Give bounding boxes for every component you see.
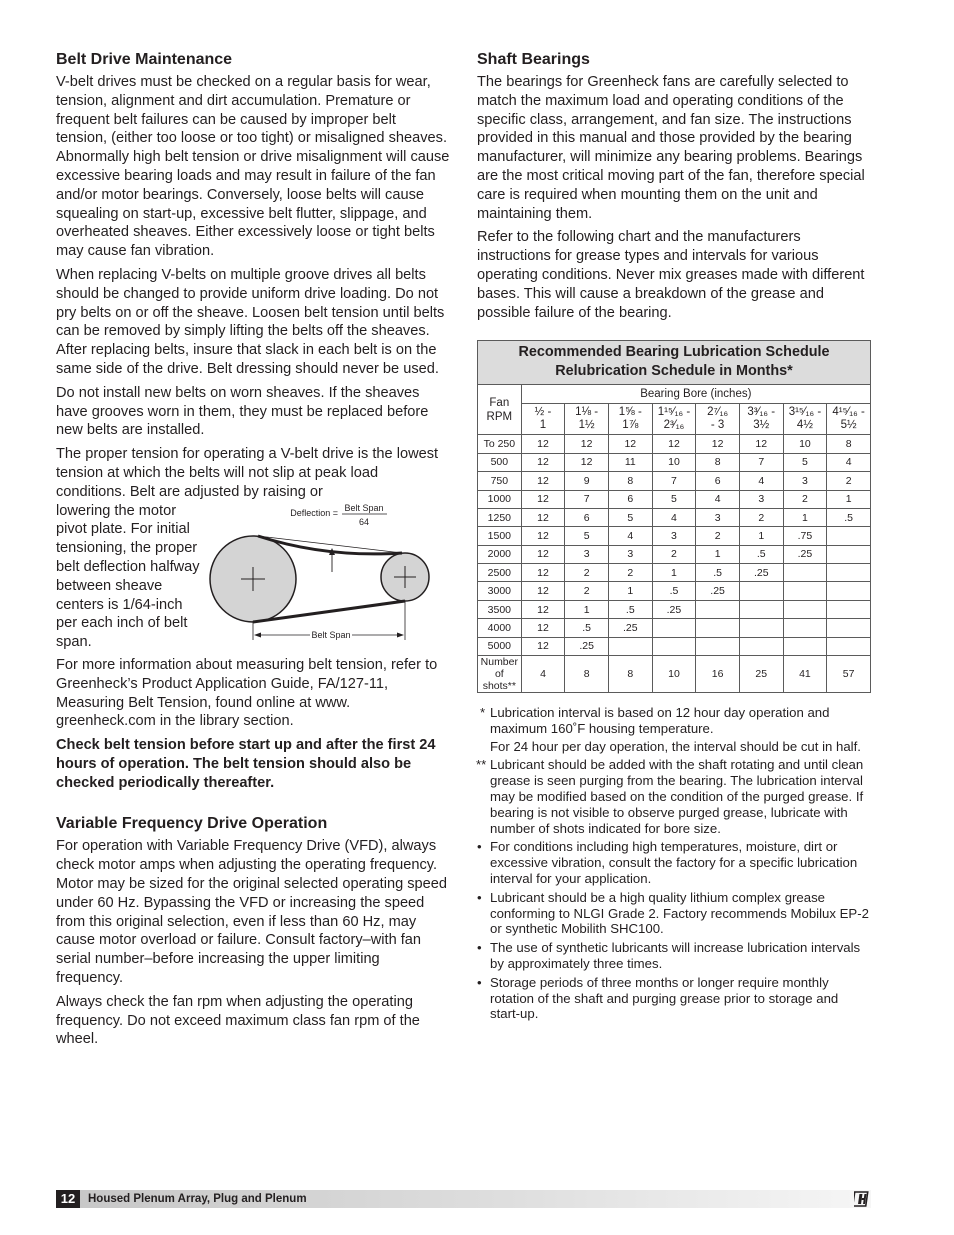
bearings-paragraph-1: The bearings for Greenheck fans are carefully selected to match the maximum load and operating conditions of the specific class, arrangement, and fan size. The instructions provided in this manual and those provided by the bearing manufacturer, will minimize any bearing problems. Bearings are the most critical moving part of the fan, therefore special care is required when mounting them on the unit and maintaining them.	[477, 74, 865, 222]
interval-cell: 12	[521, 600, 565, 618]
interval-cell: 2	[827, 472, 871, 490]
interval-cell: 12	[521, 508, 565, 526]
interval-cell: 1	[827, 490, 871, 508]
note-bullet-4-text: Storage periods of three months or longer require monthly rotation of the shaft and purging grease prior to storage and start-up.	[490, 974, 839, 1022]
interval-cell	[652, 637, 696, 655]
lubrication-table-container	[477, 340, 871, 693]
rpm-cell: 2000	[478, 545, 522, 563]
lubrication-table-body	[478, 435, 871, 693]
bore-size-from: 4¹⁵⁄₁₆ -	[832, 406, 865, 419]
shots-label	[478, 656, 522, 693]
bore-size-to: 4½	[796, 419, 813, 432]
interval-cell: .25	[739, 564, 783, 582]
bore-size-header	[565, 404, 609, 435]
rpm-cell: 750	[478, 472, 522, 490]
table-row	[478, 600, 871, 618]
table-row	[478, 435, 871, 453]
interval-cell: 1	[608, 582, 652, 600]
table-row	[478, 508, 871, 526]
table-row	[478, 619, 871, 637]
shots-cell: 41	[783, 656, 827, 693]
shots-cell: 25	[739, 656, 783, 693]
interval-cell	[652, 619, 696, 637]
interval-cell: 12	[521, 637, 565, 655]
interval-cell	[696, 619, 740, 637]
table-row	[478, 490, 871, 508]
fan-rpm-header-line-2: RPM	[486, 410, 513, 423]
bore-size-to: - 3	[710, 419, 725, 432]
interval-cell: 1	[783, 508, 827, 526]
interval-cell: 12	[521, 490, 565, 508]
bore-size-from: 2⁷⁄₁₆	[707, 406, 729, 419]
belt-tension-block	[56, 502, 450, 652]
interval-cell: .25	[608, 619, 652, 637]
note-bullet-3	[477, 940, 871, 972]
interval-cell: 9	[565, 472, 609, 490]
interval-cell	[827, 564, 871, 582]
interval-cell	[739, 600, 783, 618]
bearings-paragraph-2: Refer to the following chart and the manufacturers instructions for grease types and intervals for various operating conditions. Never mix greases made with different bases. This will cause a breakdown of the grease and possible failure of the bearing.	[477, 229, 865, 321]
interval-cell: 12	[521, 472, 565, 490]
interval-cell: .5	[608, 600, 652, 618]
shots-label-line-1: Number	[480, 656, 518, 669]
deflection-fraction-bottom: 64	[358, 516, 370, 527]
interval-cell: 12	[521, 545, 565, 563]
bore-size-from: 1⅝ -	[618, 406, 642, 419]
bore-size-header	[608, 404, 652, 435]
bearing-bore-header: Bearing Bore (inches)	[521, 385, 870, 404]
interval-cell: 3	[696, 508, 740, 526]
interval-cell: .5	[696, 564, 740, 582]
bullet-icon: •	[477, 974, 482, 990]
fan-rpm-header	[478, 385, 522, 435]
interval-cell: 12	[652, 435, 696, 453]
shots-row	[478, 656, 871, 693]
shots-cell: 4	[521, 656, 565, 693]
interval-cell: 7	[652, 472, 696, 490]
vfd-heading: Variable Frequency Drive Operation	[56, 815, 328, 833]
interval-cell	[827, 600, 871, 618]
interval-cell: 1	[696, 545, 740, 563]
bore-size-header	[783, 404, 827, 435]
rpm-cell: 2500	[478, 564, 522, 582]
interval-cell: .5	[827, 508, 871, 526]
interval-cell	[827, 619, 871, 637]
interval-cell: 4	[739, 472, 783, 490]
belt-paragraph-4: The proper tension for operating a V-belt drive is the lowest tension at which the belts will not slip at peak load conditions. Belt are adjusted by raising or	[56, 446, 439, 500]
interval-cell: 12	[521, 453, 565, 471]
interval-cell: 2	[565, 564, 609, 582]
table-row	[478, 564, 871, 582]
belt-warning-paragraph: Check belt tension before start up and after the first 24 hours of operation. The belt tension should also be checked periodically thereafter.	[56, 737, 436, 791]
note-double-asterisk-text: Lubricant should be added with the shaft rotating and until clean grease is seen purging from the bearing. The lubrication interval may be modified based on the condition of the purged grease. If bearing is not visible to observe purged grease, lubricate with number of shots indicated for bore size.	[490, 757, 864, 836]
interval-cell: 2	[739, 508, 783, 526]
rpm-cell: 3000	[478, 582, 522, 600]
shaft-bearings-heading: Shaft Bearings	[477, 51, 590, 68]
note-bullet-2	[477, 890, 871, 937]
interval-cell: 1	[565, 600, 609, 618]
interval-cell: 12	[521, 435, 565, 453]
rpm-cell: 500	[478, 453, 522, 471]
interval-cell	[827, 527, 871, 545]
note-asterisk-mark: *	[480, 705, 486, 721]
shots-cell: 8	[608, 656, 652, 693]
bullet-icon: •	[477, 940, 482, 956]
table-row	[478, 453, 871, 471]
interval-cell: 12	[739, 435, 783, 453]
interval-cell: 5	[608, 508, 652, 526]
interval-cell: 1	[652, 564, 696, 582]
interval-cell: 5	[652, 490, 696, 508]
bore-size-to: 3½	[753, 419, 770, 432]
bore-size-from: 3¹⁵⁄₁₆ -	[788, 406, 822, 419]
shots-label-line-2: of shots**	[482, 668, 516, 693]
note-bullet-3-text: The use of synthetic lubricants will increase lubrication intervals by approximately three times.	[490, 940, 861, 971]
bore-size-from: 1⅛ -	[575, 406, 599, 419]
deflection-fraction-top: Belt Span	[344, 502, 384, 513]
belt-paragraph-3: Do not install new belts on worn sheaves. If the sheaves have grooves worn in them, they must be replaced before new belts are installed.	[56, 384, 429, 439]
interval-cell: .25	[652, 600, 696, 618]
bore-size-to: 1	[539, 419, 547, 432]
bore-size-header	[521, 404, 565, 435]
note-double-asterisk	[477, 757, 871, 836]
interval-cell	[783, 619, 827, 637]
table-row	[478, 527, 871, 545]
interval-cell	[696, 637, 740, 655]
rpm-cell: 1000	[478, 490, 522, 508]
bore-size-header	[739, 404, 783, 435]
interval-cell: .5	[739, 545, 783, 563]
interval-cell	[739, 582, 783, 600]
bore-size-header	[696, 404, 740, 435]
table-row	[478, 545, 871, 563]
note-bullet-2-text: Lubricant should be a high quality lithium complex grease conforming to NLGI Grade 2. Factory recommends Mobilux EP-2 or synthetic Mobilith SHC100.	[490, 889, 869, 937]
belt-paragraph-4-wrap: lowering the motor pivot plate. For initial tensioning, the proper belt deflection halfway between sheave centers is 1/64-inch per each inch of belt span.	[56, 502, 200, 651]
rpm-cell: To 250	[478, 435, 522, 453]
interval-cell	[739, 619, 783, 637]
interval-cell: 7	[739, 453, 783, 471]
interval-cell: 10	[783, 435, 827, 453]
note-bullet-1	[477, 839, 871, 886]
interval-cell	[783, 564, 827, 582]
interval-cell: 8	[696, 453, 740, 471]
page-footer	[56, 1190, 871, 1208]
belt-paragraph-1: V-belt drives must be checked on a regular basis for wear, tension, alignment and dirt accumulation. Premature or frequent belt failures can be caused by improper belt tension, (either too loose or too tight) or misaligned sheaves. Abnormally high belt tension or drive misalignment will cause excessive bearing loads and may result in failure of the fan and/or motor bearings. Conversely, loose belts will cause squealing on start-up, excessive belt flutter, slippage, and overheated sheaves. Either excessively loose or tight belts may cause fan vibration.	[56, 74, 450, 260]
interval-cell	[783, 637, 827, 655]
interval-cell: 3	[608, 545, 652, 563]
interval-cell: 3	[565, 545, 609, 563]
interval-cell: 4	[652, 508, 696, 526]
table-row	[478, 472, 871, 490]
interval-cell: .5	[565, 619, 609, 637]
fan-rpm-header-line-1: Fan	[489, 396, 510, 409]
interval-cell: 4	[827, 453, 871, 471]
table-title-line-2: Relubrication Schedule in Months*	[555, 363, 793, 380]
note-double-asterisk-mark: **	[476, 757, 487, 773]
interval-cell: 10	[652, 453, 696, 471]
interval-cell	[827, 545, 871, 563]
interval-cell: 3	[739, 490, 783, 508]
deflection-label: Deflection =	[290, 507, 338, 518]
rpm-cell: 5000	[478, 637, 522, 655]
vfd-paragraph-1: For operation with Variable Frequency Drive (VFD), always check motor amps when adjusting the operating frequency. Motor may be sized for the original selected operating speed under 60 Hz. Bypassing the VFD or increasing the speed from this original selection, even if less than 60 Hz, may cause motor overload or failure. Consult factory–with fan serial number–before increasing the upper limiting frequency.	[56, 838, 448, 987]
interval-cell: 12	[521, 527, 565, 545]
interval-cell: 7	[565, 490, 609, 508]
rpm-cell: 4000	[478, 619, 522, 637]
bullet-icon: •	[477, 889, 482, 905]
interval-cell: 2	[696, 527, 740, 545]
interval-cell: 8	[608, 472, 652, 490]
bore-size-row	[478, 404, 871, 435]
bore-size-to: 5½	[840, 419, 857, 432]
bore-size-header	[652, 404, 696, 435]
interval-cell: 6	[696, 472, 740, 490]
interval-cell: 3	[783, 472, 827, 490]
interval-cell: 2	[608, 564, 652, 582]
interval-cell: .25	[783, 545, 827, 563]
interval-cell: 5	[783, 453, 827, 471]
belt-paragraph-2: When replacing V-belts on multiple groove drives all belts should be changed to provide uniform drive loading. Do not pry belts on or off the sheave. Loosen belt tension until belts can be removed by simply lifting the belts off the sheaves. After replacing belts, insure that slack in each belt is on the same side of the drive. Belt dressing should never be used.	[56, 266, 445, 377]
interval-cell: .75	[783, 527, 827, 545]
interval-cell: .25	[696, 582, 740, 600]
bore-size-to: 1⅞	[622, 419, 639, 432]
belt-paragraph-5: For more information about measuring belt tension, refer to Greenheck’s Product Application Guide, FA/127-11, Measuring Belt Tension, found online at www. greenheck.com in the library section.	[56, 656, 438, 730]
rpm-cell: 1250	[478, 508, 522, 526]
interval-cell: 5	[565, 527, 609, 545]
belt-drive-heading: Belt Drive Maintenance	[56, 51, 233, 68]
interval-cell: 12	[521, 564, 565, 582]
interval-cell: 6	[608, 490, 652, 508]
interval-cell: 12	[696, 435, 740, 453]
rpm-cell: 1500	[478, 527, 522, 545]
bore-size-from: 3³⁄₁₆ -	[747, 406, 776, 419]
note-asterisk-text: Lubrication interval is based on 12 hour day operation and maximum 160˚F housing temperature.	[490, 705, 830, 736]
greenheck-logo-icon	[854, 1190, 871, 1208]
interval-cell	[739, 637, 783, 655]
shots-cell: 57	[827, 656, 871, 693]
bore-size-to: 1½	[578, 419, 595, 432]
belt-span-label: Belt Span	[311, 629, 351, 640]
interval-cell: .5	[652, 582, 696, 600]
bullet-icon: •	[477, 839, 482, 855]
note-bullet-4	[477, 975, 871, 1022]
interval-cell: 4	[608, 527, 652, 545]
interval-cell	[608, 637, 652, 655]
table-title	[478, 341, 871, 385]
interval-cell	[783, 582, 827, 600]
note-asterisk-sub: For 24 hour per day operation, the interval should be cut in half.	[490, 738, 861, 754]
shots-cell: 8	[565, 656, 609, 693]
right-column	[477, 50, 871, 1025]
interval-cell	[783, 600, 827, 618]
interval-cell: 8	[827, 435, 871, 453]
interval-cell: 2	[652, 545, 696, 563]
interval-cell	[696, 600, 740, 618]
bore-size-to: 2³⁄₁₆	[663, 419, 685, 432]
lubrication-schedule-table	[477, 340, 871, 693]
interval-cell: 12	[521, 619, 565, 637]
table-row	[478, 637, 871, 655]
page-number: 12	[56, 1190, 80, 1208]
bore-size-header	[827, 404, 871, 435]
shots-cell: 16	[696, 656, 740, 693]
table-title-line-1: Recommended Bearing Lubrication Schedule	[518, 344, 830, 361]
table-notes	[477, 705, 871, 1022]
interval-cell: 2	[783, 490, 827, 508]
interval-cell: 4	[696, 490, 740, 508]
interval-cell: 12	[521, 582, 565, 600]
interval-cell: 11	[608, 453, 652, 471]
interval-cell: 2	[565, 582, 609, 600]
left-column	[56, 50, 450, 1054]
shots-cell: 10	[652, 656, 696, 693]
interval-cell: 3	[652, 527, 696, 545]
interval-cell: 12	[565, 453, 609, 471]
interval-cell: 1	[739, 527, 783, 545]
interval-cell	[827, 582, 871, 600]
interval-cell: 12	[608, 435, 652, 453]
table-row	[478, 582, 871, 600]
note-asterisk	[477, 705, 871, 754]
interval-cell: .25	[565, 637, 609, 655]
interval-cell: 6	[565, 508, 609, 526]
interval-cell	[827, 637, 871, 655]
footer-title: Housed Plenum Array, Plug and Plenum	[88, 1193, 307, 1205]
bore-size-from: ½ -	[534, 406, 552, 419]
vfd-paragraph-2: Always check the fan rpm when adjusting the operating frequency. Do not exceed maximum class fan rpm of the wheel.	[56, 993, 420, 1048]
belt-deflection-diagram	[206, 498, 446, 648]
rpm-cell: 3500	[478, 600, 522, 618]
bore-size-from: 1¹⁵⁄₁₆ -	[657, 406, 691, 419]
note-bullet-1-text: For conditions including high temperatures, moisture, dirt or excessive vibration, consult the factory for a specific lubrication interval for your application.	[490, 839, 858, 887]
interval-cell: 12	[565, 435, 609, 453]
